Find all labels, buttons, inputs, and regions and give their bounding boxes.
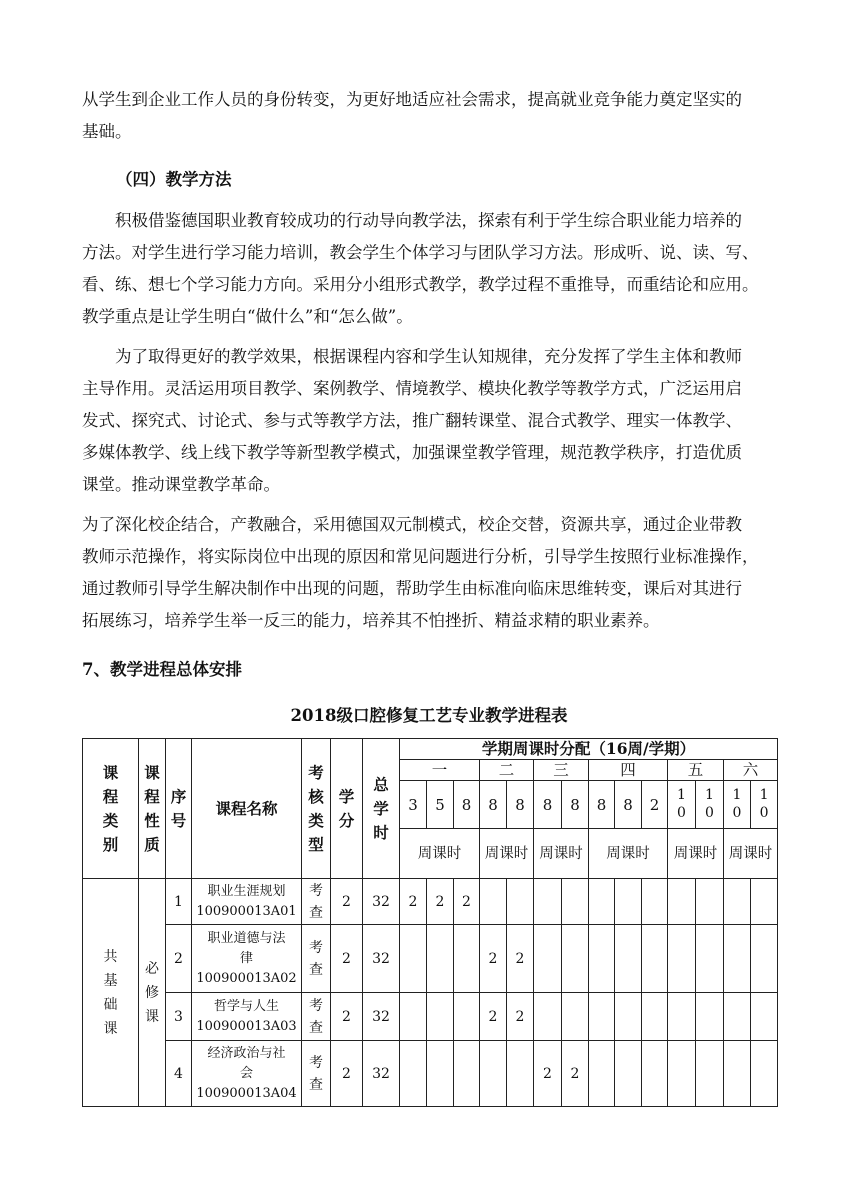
week-cell xyxy=(589,993,615,1041)
teaching-method-paragraph-1 xyxy=(82,205,772,333)
header-week-count: 8 xyxy=(454,781,480,829)
teaching-method-paragraph-2 xyxy=(82,341,772,501)
week-cell xyxy=(615,879,642,925)
week-cell xyxy=(562,879,589,925)
exam-cell: 考查 xyxy=(302,879,331,925)
header-weekly-hours: 周课时 xyxy=(534,829,589,879)
week-cell xyxy=(534,925,562,993)
exam-cell: 考查 xyxy=(302,1041,331,1107)
week-cell xyxy=(454,993,480,1041)
nature-cell: 必修课 xyxy=(139,879,166,1107)
teaching-method-paragraph-3 xyxy=(82,509,772,637)
week-cell: 2 xyxy=(427,879,454,925)
week-cell xyxy=(751,1041,778,1107)
table-row xyxy=(83,1041,778,1107)
header-weekly-hours: 周课时 xyxy=(724,829,778,879)
paragraph-line: 为了取得更好的教学效果，根据课程内容和学生认知规律，充分发挥了学生主体和教师 xyxy=(115,347,742,366)
week-cell: 2 xyxy=(507,925,534,993)
paragraph-line: 教师示范操作，将实际岗位中出现的原因和常见问题进行分析，引导学生按照行业标准操作， xyxy=(82,547,759,566)
week-cell xyxy=(562,925,589,993)
week-cell xyxy=(480,1041,507,1107)
credit-cell: 2 xyxy=(331,925,363,993)
week-cell xyxy=(507,1041,534,1107)
header-week-count: 8 xyxy=(507,781,534,829)
header-credit: 学分 xyxy=(331,739,363,879)
header-week-count: 8 xyxy=(534,781,562,829)
week-cell: 2 xyxy=(534,1041,562,1107)
paragraph-line: 拓展练习，培养学生举一反三的能力，培养其不怕挫折、精益求精的职业素养。 xyxy=(82,611,660,630)
week-cell: 2 xyxy=(507,993,534,1041)
course-name-cell: 经济政治与社 会 100900013A04 xyxy=(192,1041,302,1107)
week-cell xyxy=(534,993,562,1041)
course-name-cell: 职业生涯规划 100900013A01 xyxy=(192,879,302,925)
week-cell: 2 xyxy=(454,879,480,925)
intro-line: 从学生到企业工作人员的身份转变，为更好地适应社会需求，提高就业竞争能力奠定坚实的 xyxy=(82,90,742,109)
week-cell xyxy=(615,1041,642,1107)
header-week-count: 8 xyxy=(480,781,507,829)
section-heading-teaching-methods: （四）教学方法 xyxy=(116,170,232,189)
hours-cell: 32 xyxy=(363,993,400,1041)
week-cell xyxy=(642,925,668,993)
week-cell xyxy=(615,925,642,993)
paragraph-line: 课堂。推动课堂教学革命。 xyxy=(82,475,280,494)
week-cell xyxy=(668,1041,696,1107)
header-semester-4: 四 xyxy=(589,760,668,781)
seq-cell: 2 xyxy=(166,925,192,993)
week-cell xyxy=(751,925,778,993)
week-cell xyxy=(642,993,668,1041)
exam-cell: 考查 xyxy=(302,925,331,993)
header-weekly-hours: 周课时 xyxy=(668,829,724,879)
header-week-count: 10 xyxy=(724,781,751,829)
teaching-schedule-table xyxy=(82,738,778,1107)
section-heading-teaching-schedule: 7、教学进程总体安排 xyxy=(82,660,242,679)
week-cell xyxy=(668,993,696,1041)
week-cell xyxy=(480,879,507,925)
week-cell xyxy=(724,879,751,925)
week-cell: 2 xyxy=(480,993,507,1041)
week-cell: 2 xyxy=(562,1041,589,1107)
week-cell: 2 xyxy=(400,879,427,925)
week-cell xyxy=(454,925,480,993)
table-title: 2018级口腔修复工艺专业教学进程表 xyxy=(290,706,568,725)
week-cell xyxy=(427,1041,454,1107)
header-course-name: 课程名称 xyxy=(192,739,302,879)
header-week-count: 10 xyxy=(696,781,724,829)
paragraph-line: 多媒体教学、线上线下教学等新型教学模式，加强课堂教学管理，规范教学秩序，打造优质 xyxy=(82,443,742,462)
table-row xyxy=(83,879,778,925)
week-cell xyxy=(534,879,562,925)
header-course-category: 课程类别 xyxy=(83,739,139,879)
paragraph-line: 发式、探究式、讨论式、参与式等教学方法，推广翻转课堂、混合式教学、理实一体教学、 xyxy=(82,411,742,430)
week-cell xyxy=(400,1041,427,1107)
week-cell xyxy=(642,1041,668,1107)
intro-paragraph xyxy=(82,84,772,148)
week-cell xyxy=(724,1041,751,1107)
seq-cell: 4 xyxy=(166,1041,192,1107)
paragraph-line: 为了深化校企结合，产教融合，采用德国双元制模式，校企交替，资源共享，通过企业带教 xyxy=(82,515,742,534)
intro-line: 基础。 xyxy=(82,122,132,141)
exam-cell: 考查 xyxy=(302,993,331,1041)
paragraph-line: 通过教师引导学生解决制作中出现的问题，帮助学生由标准向临床思维转变，课后对其进行 xyxy=(82,579,742,598)
header-week-count: 3 xyxy=(400,781,427,829)
table-row xyxy=(83,925,778,993)
header-exam-type: 考核类型 xyxy=(302,739,331,879)
week-cell xyxy=(589,879,615,925)
paragraph-line: 主导作用。灵活运用项目教学、案例教学、情境教学、模块化教学等教学方式，广泛运用启 xyxy=(82,379,742,398)
category-cell: 共基础课 xyxy=(83,879,139,1107)
header-weekly-hours: 周课时 xyxy=(589,829,668,879)
header-semester-5: 五 xyxy=(668,760,724,781)
header-week-count: 10 xyxy=(751,781,778,829)
week-cell xyxy=(589,925,615,993)
hours-cell: 32 xyxy=(363,1041,400,1107)
credit-cell: 2 xyxy=(331,1041,363,1107)
credit-cell: 2 xyxy=(331,879,363,925)
week-cell xyxy=(724,925,751,993)
header-course-nature: 课程性质 xyxy=(139,739,166,879)
header-week-count: 2 xyxy=(642,781,668,829)
header-weekly-hours: 周课时 xyxy=(480,829,534,879)
week-cell xyxy=(615,993,642,1041)
hours-cell: 32 xyxy=(363,879,400,925)
paragraph-line: 看、练、想七个学习能力方向。采用分小组形式教学，教学过程不重推导，而重结论和应用。 xyxy=(82,275,759,294)
header-weekly-hours: 周课时 xyxy=(400,829,480,879)
week-cell xyxy=(668,925,696,993)
week-cell xyxy=(751,879,778,925)
header-week-count: 8 xyxy=(615,781,642,829)
week-cell xyxy=(696,993,724,1041)
header-semester-3: 三 xyxy=(534,760,589,781)
seq-cell: 3 xyxy=(166,993,192,1041)
course-name-cell: 哲学与人生 100900013A03 xyxy=(192,993,302,1041)
header-week-count: 8 xyxy=(589,781,615,829)
week-cell xyxy=(507,879,534,925)
week-cell xyxy=(589,1041,615,1107)
course-name-cell: 职业道德与法 律 100900013A02 xyxy=(192,925,302,993)
paragraph-line: 积极借鉴德国职业教育较成功的行动导向教学法，探索有利于学生综合职业能力培养的 xyxy=(115,211,742,230)
header-sequence: 序号 xyxy=(166,739,192,879)
header-week-count: 5 xyxy=(427,781,454,829)
header-week-count: 10 xyxy=(668,781,696,829)
paragraph-line: 方法。对学生进行学习能力培训，教会学生个体学习与团队学习方法。形成听、说、读、写、 xyxy=(82,243,759,262)
week-cell xyxy=(427,925,454,993)
credit-cell: 2 xyxy=(331,993,363,1041)
week-cell xyxy=(400,993,427,1041)
header-semester-1: 一 xyxy=(400,760,480,781)
hours-cell: 32 xyxy=(363,925,400,993)
header-week-count: 8 xyxy=(562,781,589,829)
week-cell xyxy=(751,993,778,1041)
week-cell xyxy=(400,925,427,993)
header-semester-2: 二 xyxy=(480,760,534,781)
header-weekly-distribution: 学期周课时分配（16周/学期） xyxy=(400,739,778,760)
week-cell: 2 xyxy=(480,925,507,993)
week-cell xyxy=(696,1041,724,1107)
table-row xyxy=(83,993,778,1041)
week-cell xyxy=(427,993,454,1041)
week-cell xyxy=(454,1041,480,1107)
header-semester-6: 六 xyxy=(724,760,778,781)
week-cell xyxy=(668,879,696,925)
week-cell xyxy=(642,879,668,925)
week-cell xyxy=(562,993,589,1041)
seq-cell: 1 xyxy=(166,879,192,925)
week-cell xyxy=(724,993,751,1041)
week-cell xyxy=(696,879,724,925)
paragraph-line: 教学重点是让学生明白“做什么”和“怎么做”。 xyxy=(82,307,413,326)
header-total-hours: 总学时 xyxy=(363,739,400,879)
week-cell xyxy=(696,925,724,993)
